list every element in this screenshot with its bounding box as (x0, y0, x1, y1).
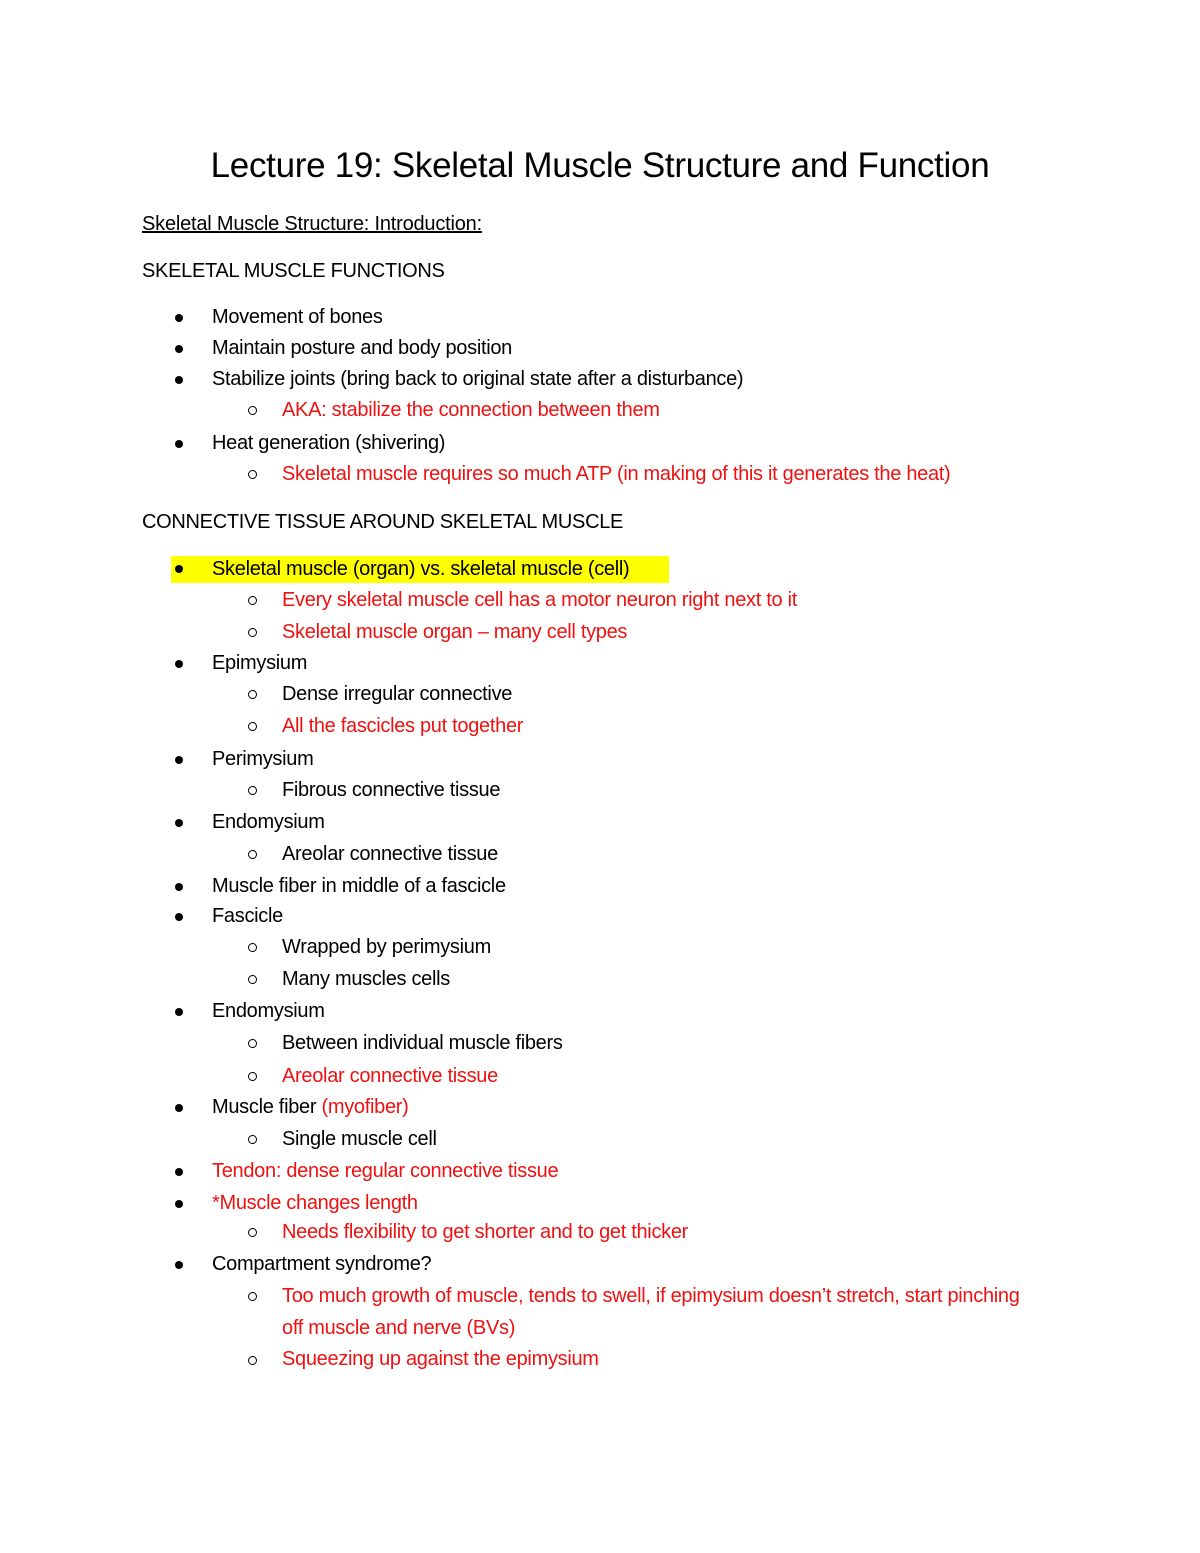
list-item: *Muscle changes length (212, 1192, 418, 1214)
bullet-icon (175, 1104, 183, 1112)
hollow-bullet-icon (248, 1292, 257, 1301)
section-heading-connective-tissue: CONNECTIVE TISSUE AROUND SKELETAL MUSCLE (142, 511, 624, 533)
list-item: Perimysium (212, 748, 314, 770)
bullet-icon (175, 440, 183, 448)
hollow-bullet-icon (248, 1228, 257, 1237)
section-heading-functions: SKELETAL MUSCLE FUNCTIONS (142, 260, 445, 282)
bullet-icon (175, 660, 183, 668)
section-subheading: Skeletal Muscle Structure: Introduction: (142, 213, 482, 235)
list-item: Compartment syndrome? (212, 1253, 432, 1275)
bullet-icon (175, 1261, 183, 1269)
bullet-icon (175, 756, 183, 764)
hollow-bullet-icon (248, 690, 257, 699)
bullet-icon (175, 1200, 183, 1208)
list-item: Heat generation (shivering) (212, 432, 446, 454)
list-item: Muscle fiber in middle of a fascicle (212, 875, 506, 897)
list-item: Endomysium (212, 1000, 325, 1022)
bullet-icon (175, 883, 183, 891)
hollow-bullet-icon (248, 470, 257, 479)
list-subitem: Areolar connective tissue (282, 843, 498, 865)
hollow-bullet-icon (248, 850, 257, 859)
hollow-bullet-icon (248, 943, 257, 952)
list-item-annotation: (myofiber) (321, 1096, 409, 1118)
bullet-icon (175, 314, 183, 322)
list-item (212, 1093, 409, 1121)
list-item: Fascicle (212, 905, 283, 927)
list-subitem: Too much growth of muscle, tends to swell, if epimysium doesn’t stretch, start pinching off muscle and nerve (BVs) (282, 1285, 1020, 1339)
hollow-bullet-icon (248, 1072, 257, 1081)
list-subitem: Fibrous connective tissue (282, 779, 501, 801)
hollow-bullet-icon (248, 628, 257, 637)
hollow-bullet-icon (248, 1135, 257, 1144)
list-item: Maintain posture and body position (212, 337, 513, 359)
list-item: Tendon: dense regular connective tissue (212, 1160, 559, 1182)
hollow-bullet-icon (248, 406, 257, 415)
list-subitem: Every skeletal muscle cell has a motor neuron right next to it (282, 589, 797, 611)
hollow-bullet-icon (248, 1039, 257, 1048)
list-item: Endomysium (212, 811, 325, 833)
list-subitem: Skeletal muscle requires so much ATP (in making of this it generates the heat) (282, 463, 951, 485)
list-subitem: Single muscle cell (282, 1128, 437, 1150)
list-item: Movement of bones (212, 306, 383, 328)
list-subitem: Squeezing up against the epimysium (282, 1348, 599, 1370)
list-subitem: All the fascicles put together (282, 715, 524, 737)
list-item: Stabilize joints (bring back to original state after a disturbance) (212, 368, 744, 390)
bullet-icon (175, 565, 183, 573)
bullet-icon (175, 819, 183, 827)
hollow-bullet-icon (248, 786, 257, 795)
list-item-text: Muscle fiber (212, 1096, 322, 1118)
list-subitem: Skeletal muscle organ – many cell types (282, 621, 628, 643)
bullet-icon (175, 913, 183, 921)
bullet-icon (175, 345, 183, 353)
bullet-icon (175, 1168, 183, 1176)
list-subitem: Wrapped by perimysium (282, 936, 491, 958)
list-subitem: Many muscles cells (282, 968, 450, 990)
list-item-highlighted: Skeletal muscle (organ) vs. skeletal muscle (cell) (212, 558, 630, 580)
bullet-icon (175, 1008, 183, 1016)
list-subitem: Between individual muscle fibers (282, 1032, 563, 1054)
hollow-bullet-icon (248, 596, 257, 605)
list-subitem: Needs flexibility to get shorter and to get thicker (282, 1221, 689, 1243)
hollow-bullet-icon (248, 1356, 257, 1365)
list-item: Epimysium (212, 652, 308, 674)
hollow-bullet-icon (248, 722, 257, 731)
hollow-bullet-icon (248, 975, 257, 984)
list-subitem: Dense irregular connective (282, 683, 513, 705)
bullet-icon (175, 376, 183, 384)
list-subitem: AKA: stabilize the connection between them (282, 399, 660, 421)
page-title: Lecture 19: Skeletal Muscle Structure and Function (210, 146, 990, 185)
list-subitem: Areolar connective tissue (282, 1065, 498, 1087)
